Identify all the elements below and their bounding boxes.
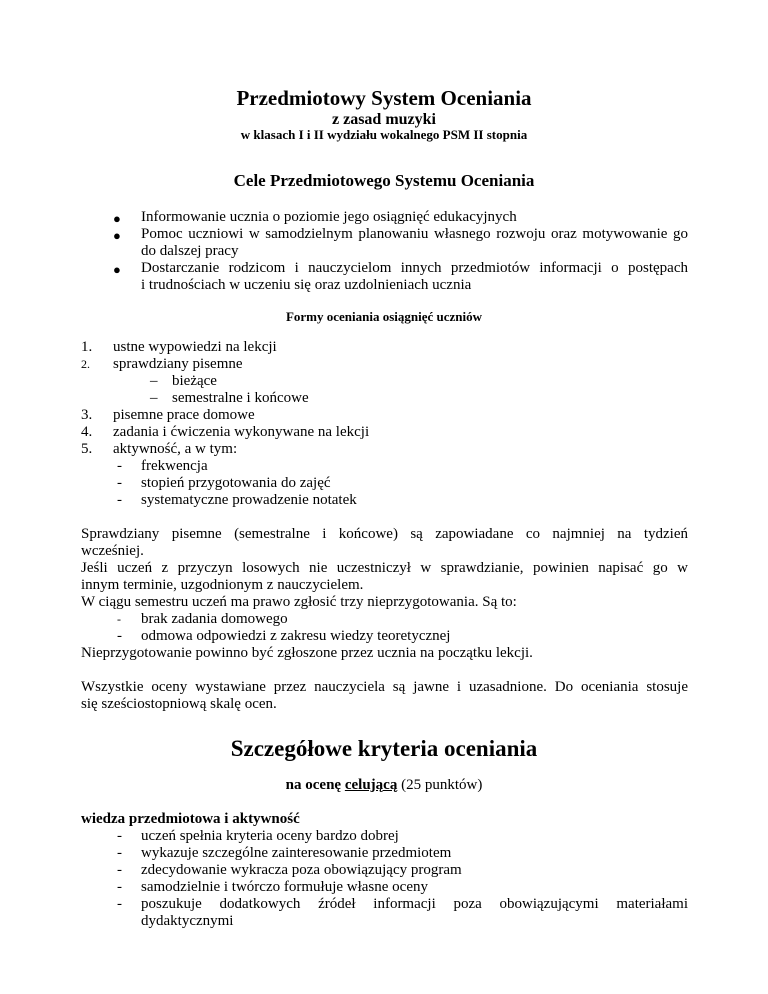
sublist-dash: - — [117, 879, 122, 895]
paragraph: Nieprzygotowanie powinno być zgłoszone przez ucznia na początku lekcji. — [81, 645, 533, 661]
list-item-continued: do dalszej pracy — [141, 243, 239, 259]
sublist-item: semestralne i końcowe — [172, 390, 309, 406]
grade-prefix: na ocenę — [285, 777, 345, 793]
sublist-dash: - — [117, 628, 122, 644]
paragraph: Wszystkie oceny wystawiane przez nauczyciela są jawne i uzasadnione. Do oceniania stosuje — [81, 679, 688, 695]
paragraph-continued: się sześciostopniową skalę ocen. — [81, 696, 277, 712]
list-item: poszukuje dodatkowych źródeł informacji poza obowiązującymi materiałami — [141, 896, 688, 912]
sublist-item: stopień przygotowania do zajęć — [141, 475, 331, 491]
sublist-dash: - — [117, 828, 122, 844]
list-item: Pomoc uczniowi w samodzielnym planowaniu własnego rozwoju oraz motywowanie go — [141, 226, 688, 242]
list-item: zdecydowanie wykracza poza obowiązujący program — [141, 862, 462, 878]
sublist-dash: – — [150, 390, 158, 406]
sublist-item: brak zadania domowego — [141, 611, 288, 627]
sublist-dash: - — [117, 896, 122, 912]
sublist-dash: - — [117, 475, 122, 491]
sublist-item: systematyczne prowadzenie notatek — [141, 492, 357, 508]
sublist-item: bieżące — [172, 373, 217, 389]
list-number: 2. — [81, 357, 90, 371]
paragraph: W ciągu semestru uczeń ma prawo zgłosić trzy nieprzygotowania. Są to: — [81, 594, 517, 610]
paragraph: Jeśli uczeń z przyczyn losowych nie uczestniczył w sprawdzianie, powinien napisać go w — [81, 560, 688, 576]
sublist-item: frekwencja — [141, 458, 208, 474]
formy-heading: Formy oceniania osiągnięć uczniów — [285, 309, 483, 324]
list-item: uczeń spełnia kryteria oceny bardzo dobrej — [141, 828, 399, 844]
list-item: Informowanie ucznia o poziomie jego osiągnięć edukacyjnych — [141, 209, 517, 225]
list-item: ustne wypowiedzi na lekcji — [113, 339, 277, 355]
sublist-dash: - — [117, 862, 122, 878]
grade-points: (25 punktów) — [397, 777, 483, 793]
list-item: wykazuje szczególne zainteresowanie przedmiotem — [141, 845, 452, 861]
grade-heading — [0, 777, 768, 794]
sublist-dash: - — [117, 845, 122, 861]
sublist-dash: – — [150, 373, 158, 389]
cele-heading: Cele Przedmiotowego Systemu Oceniania — [233, 171, 535, 190]
list-item-continued: i trudnościach w uczeniu się oraz uzdolnieniach ucznia — [141, 277, 472, 293]
document-subtitle: z zasad muzyki — [332, 111, 436, 128]
kryteria-heading: Szczegółowe kryteria oceniania — [230, 736, 538, 761]
sublist-dash: - — [117, 458, 122, 474]
list-item: aktywność, a w tym: — [113, 441, 238, 457]
document-title: Przedmiotowy System Oceniania — [236, 86, 532, 110]
bullet-icon: ● — [113, 228, 121, 243]
list-number: 1. — [81, 339, 93, 355]
paragraph-continued: wcześniej. — [81, 543, 144, 559]
list-item: sprawdziany pisemne — [113, 356, 243, 372]
paragraph-continued: innym terminie, uzgodnionym z nauczycielem. — [81, 577, 364, 593]
bullet-icon: ● — [113, 211, 121, 226]
section-label: wiedza przedmiotowa i aktywność — [81, 811, 300, 827]
sublist-dash: - — [117, 492, 122, 508]
list-number: 3. — [81, 407, 93, 423]
list-item: zadania i ćwiczenia wykonywane na lekcji — [113, 424, 370, 440]
bullet-icon: ● — [113, 262, 121, 277]
sublist-item: odmowa odpowiedzi z zakresu wiedzy teoretycznej — [141, 628, 451, 644]
list-item: samodzielnie i twórczo formułuje własne oceny — [141, 879, 428, 895]
document-subsubtitle: w klasach I i II wydziału wokalnego PSM II stopnia — [240, 127, 528, 142]
paragraph: Sprawdziany pisemne (semestralne i końcowe) są zapowiadane co najmniej na tydzień — [81, 526, 688, 542]
grade-name: celującą — [344, 777, 398, 793]
list-item-continued: dydaktycznymi — [141, 913, 234, 929]
sublist-dash: - — [117, 612, 121, 626]
list-number: 5. — [81, 441, 93, 457]
list-number: 4. — [81, 424, 93, 440]
list-item: pisemne prace domowe — [113, 407, 255, 423]
list-item: Dostarczanie rodzicom i nauczycielom innych przedmiotów informacji o postępach — [141, 260, 688, 276]
